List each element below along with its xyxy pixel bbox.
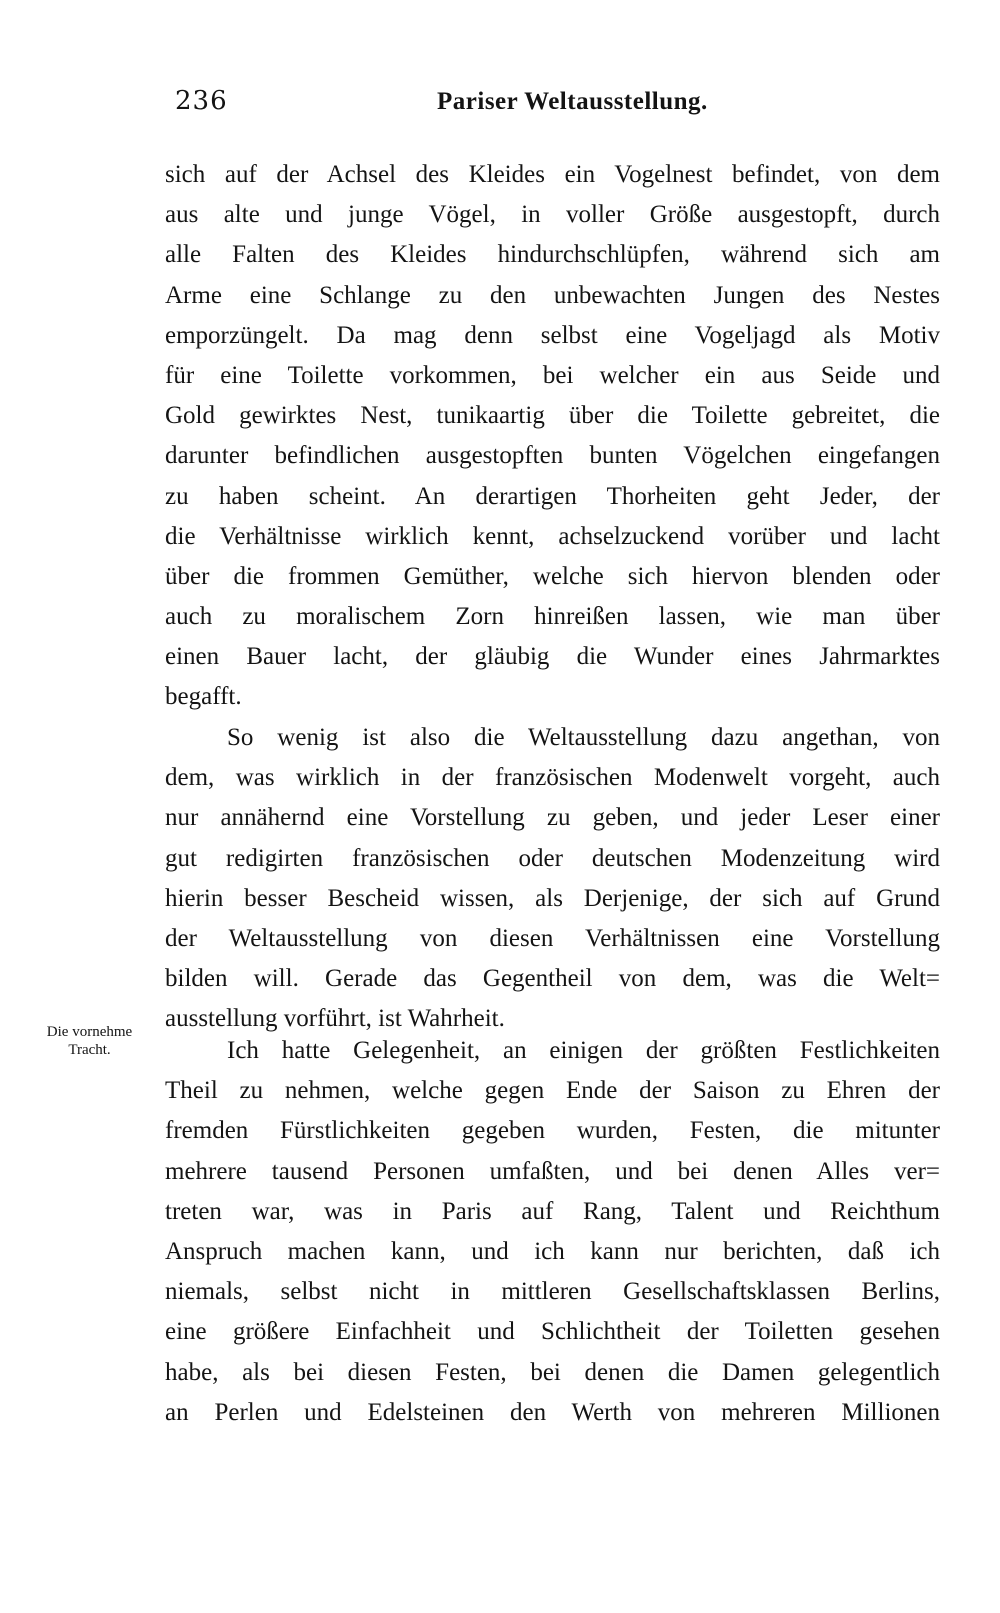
text-line: Theil zu nehmen, welche gegen Ende der Saison zu Ehren der [165, 1077, 940, 1105]
running-title: Pariser Weltausstellung. [437, 88, 708, 115]
text-line: eine größere Einfachheit und Schlichtheit der Toiletten gesehen [165, 1318, 940, 1346]
text-line: ausstellung vorführt, ist Wahrheit. [165, 1005, 505, 1033]
text-line: über die frommen Gemüther, welche sich hiervon blenden oder [165, 562, 940, 590]
text-line: bilden will. Gerade das Gegentheil von dem, was die Welt= [165, 965, 940, 993]
text-line: an Perlen und Edelsteinen den Werth von mehreren Millionen [165, 1398, 940, 1426]
paragraph-3 [165, 1031, 940, 1433]
page-header [175, 86, 715, 126]
text-line: Arme eine Schlange zu den unbewachten Jungen des Nestes [165, 281, 940, 309]
text-line: Anspruch machen kann, und ich kann nur berichten, daß ich [165, 1237, 940, 1265]
text-line: mehrere tausend Personen umfaßten, und bei denen Alles ver= [165, 1157, 940, 1185]
text-line: sich auf der Achsel des Kleides ein Vogelnest befindet, von dem [165, 161, 940, 188]
text-line: auch zu moralischem Zorn hinreißen lassen, wie man über [165, 603, 940, 631]
text-line: darunter befindlichen ausgestopften bunten Vögelchen eingefangen [165, 442, 940, 470]
text-line: aus alte und junge Vögel, in voller Größe ausgestopft, durch [165, 201, 940, 229]
text-line: habe, als bei diesen Festen, bei denen die Damen gelegentlich [165, 1358, 940, 1386]
text-line: die Verhältnisse wirklich kennt, achselzuckend vorüber und lacht [165, 522, 940, 550]
margin-note-line: Die vornehme [46, 1024, 133, 1040]
text-line: Gold gewirktes Nest, tunikaartig über die Toilette gebreitet, die [165, 402, 940, 430]
text-line: der Weltausstellung von diesen Verhältnissen eine Vorstellung [165, 924, 940, 952]
text-line: So wenig ist also die Weltausstellung dazu angethan, von [227, 724, 940, 751]
text-line: einen Bauer lacht, der gläubig die Wunder eines Jahrmarktes [165, 643, 940, 671]
text-line: emporzüngelt. Da mag denn selbst eine Vogeljagd als Motiv [165, 321, 940, 349]
page-number: 236 [175, 86, 228, 116]
text-line: niemals, selbst nicht in mittleren Gesellschaftsklassen Berlins, [165, 1278, 940, 1306]
margin-note-line: Tracht. [68, 1042, 111, 1058]
text-line: treten war, was in Paris auf Rang, Talent und Reichthum [165, 1197, 940, 1225]
text-line: zu haben scheint. An derartigen Thorheiten geht Jeder, der [165, 482, 940, 510]
text-line: nur annähernd eine Vorstellung zu geben, und jeder Leser einer [165, 804, 940, 832]
text-line: hierin besser Bescheid wissen, als Derjenige, der sich auf Grund [165, 884, 940, 912]
text-line: fremden Fürstlichkeiten gegeben wurden, Festen, die mitunter [165, 1117, 940, 1145]
text-line: für eine Toilette vorkommen, bei welcher ein aus Seide und [165, 361, 940, 389]
paragraph-1 [165, 155, 940, 718]
text-line: begafft. [165, 683, 242, 711]
paragraph-2 [165, 718, 940, 1040]
margin-note [22, 1023, 157, 1059]
text-line: gut redigirten französischen oder deutschen Modenzeitung wird [165, 844, 940, 872]
text-line: dem, was wirklich in der französischen Modenwelt vorgeht, auch [165, 764, 940, 792]
text-line: alle Falten des Kleides hindurchschlüpfen, während sich am [165, 241, 940, 269]
text-line: Ich hatte Gelegenheit, an einigen der größten Festlichkeiten [227, 1037, 940, 1064]
